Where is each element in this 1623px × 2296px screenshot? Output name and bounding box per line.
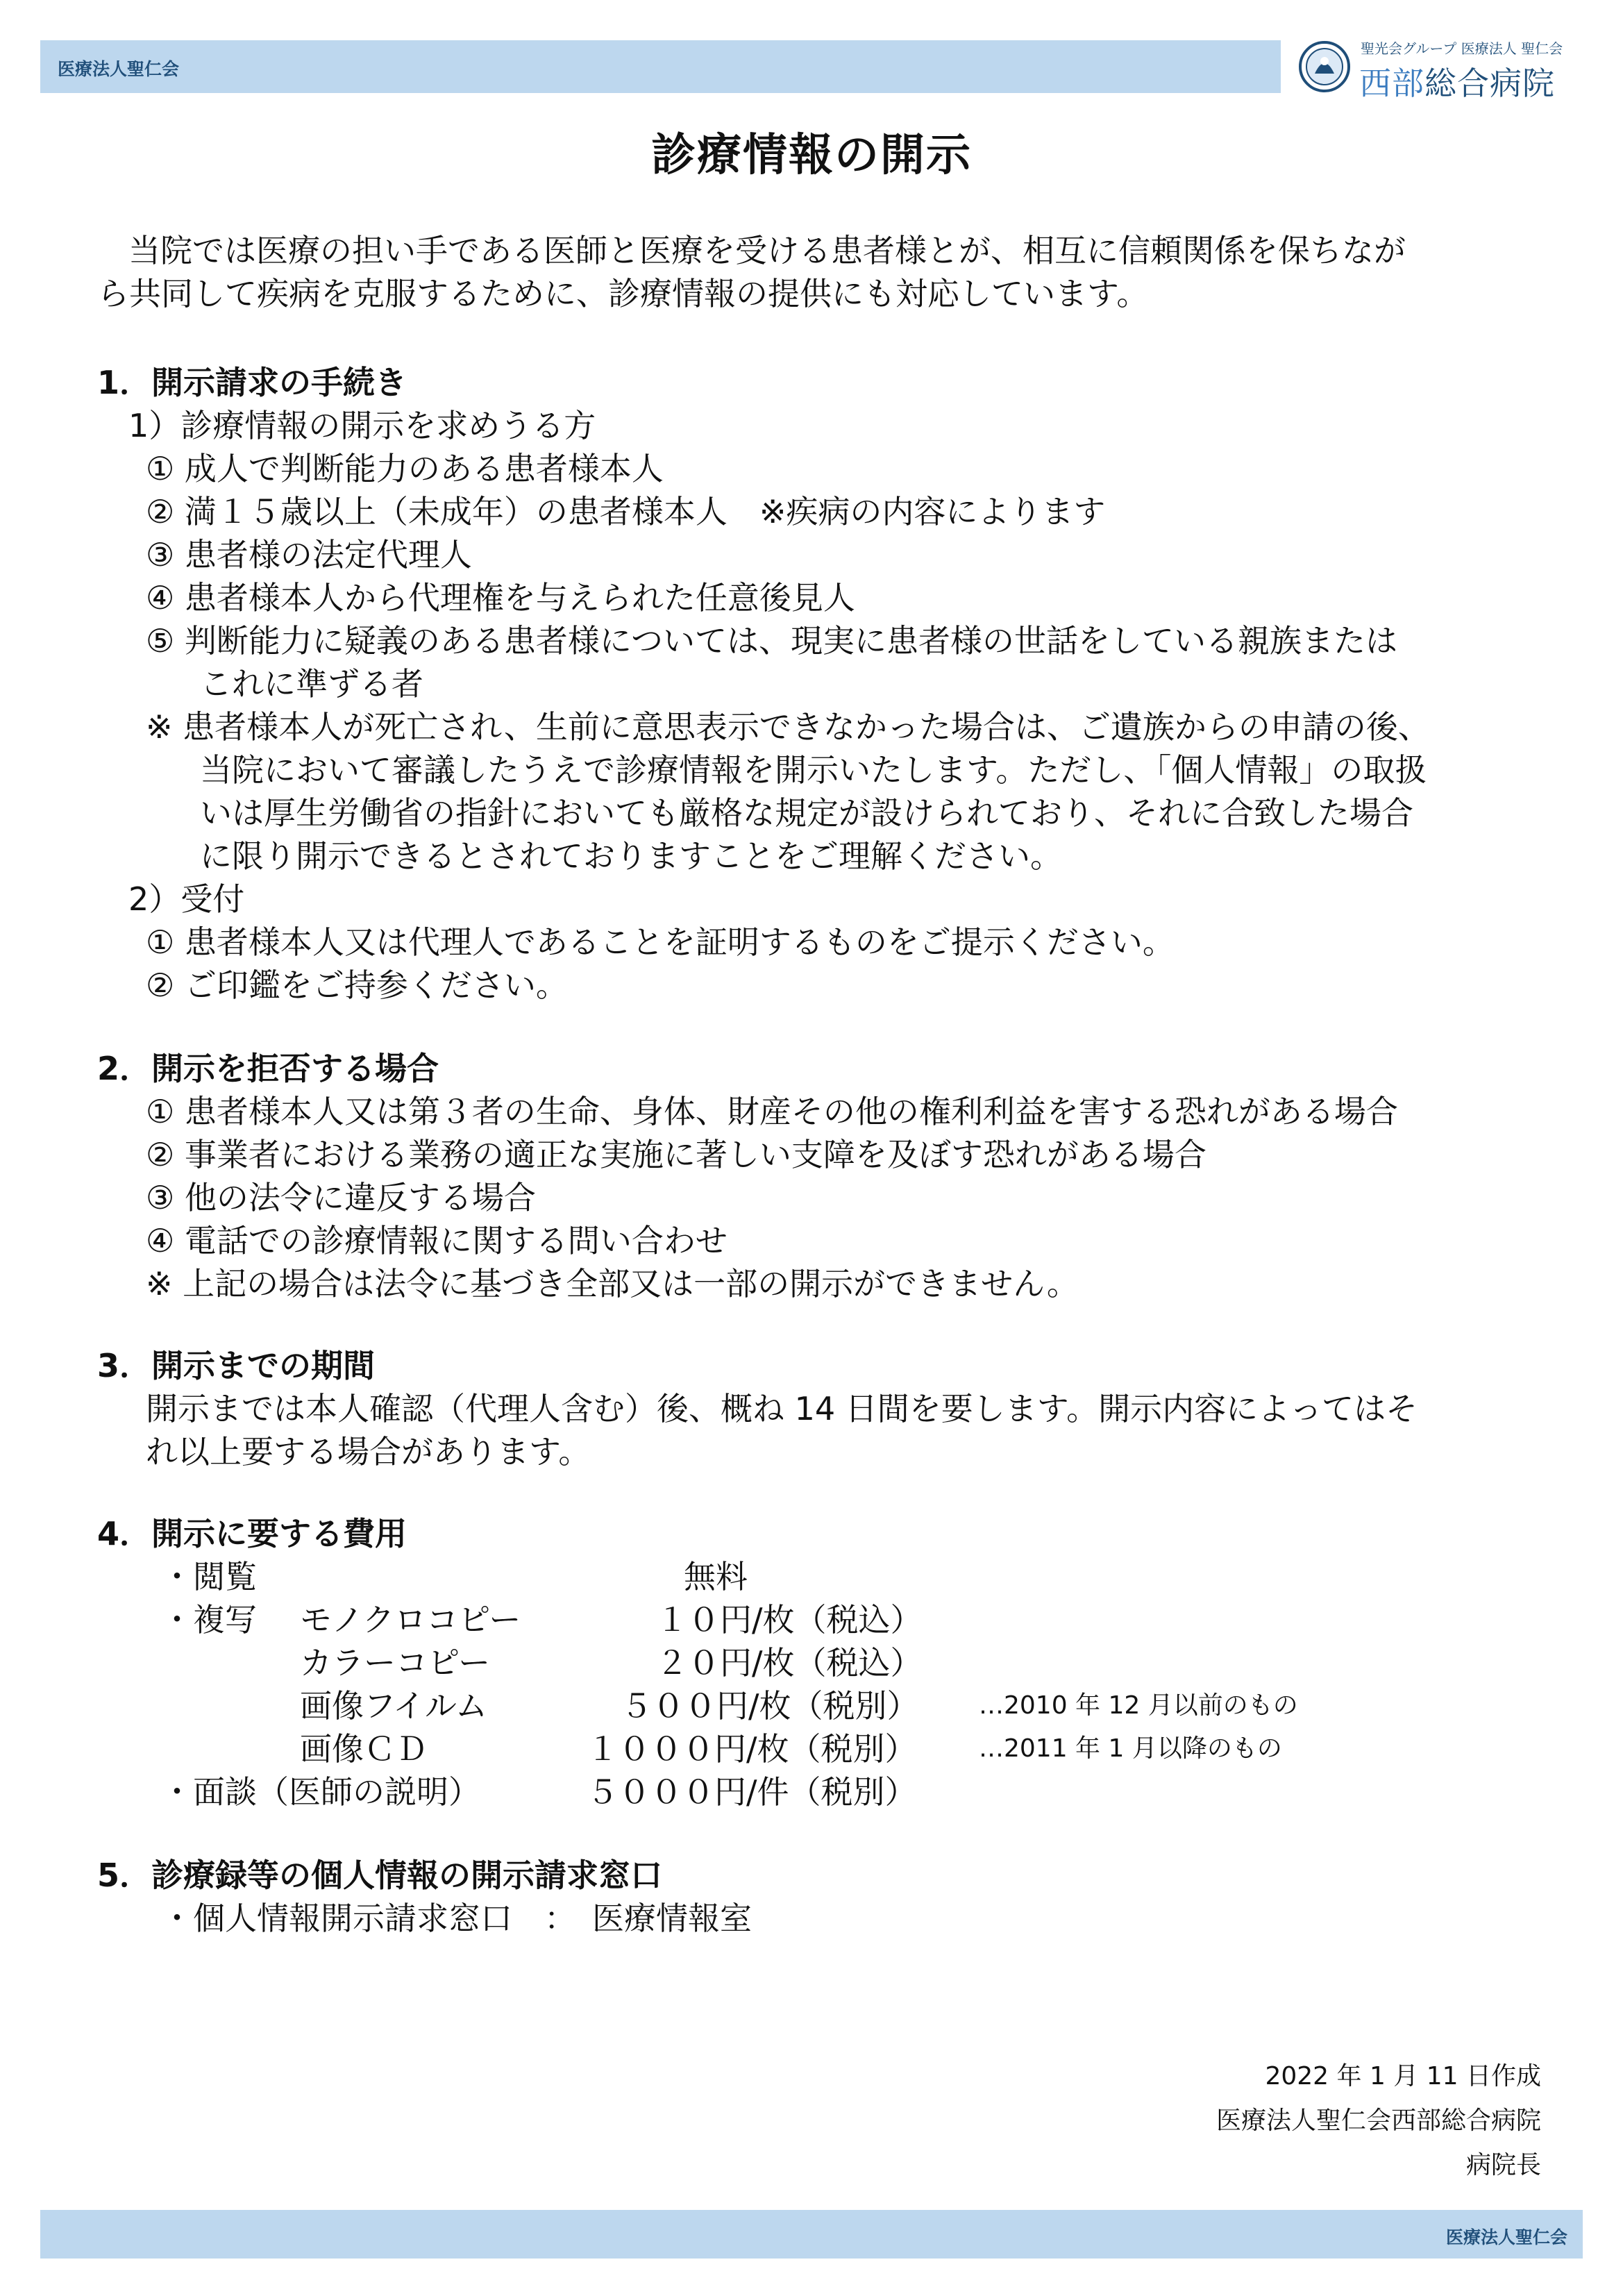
section-5-line: ・個人情報開示請求窓口 ： 医療情報室: [161, 1900, 752, 1937]
fee-price: １０００円/枚（税別）: [587, 1730, 917, 1768]
note-line: いは厚生労働省の指針においても厳格な規定が設けられており、それに合致した場合: [200, 794, 1413, 832]
list-item: ④ 患者様本人から代理権を与えられた任意後見人: [146, 579, 855, 617]
footer-org-label: 医療法人聖仁会: [1445, 2227, 1567, 2247]
note-line: に限り開示できるとされておりますことをご理解ください。: [200, 837, 1062, 875]
section-2-heading: 2．開示を拒否する場合: [97, 1050, 439, 1087]
list-item: ③ 患者様の法定代理人: [146, 536, 472, 573]
fee-price: ５００円/枚（税別）: [621, 1687, 919, 1725]
logo-name-rest: 総合病院: [1424, 65, 1555, 102]
note-line: ※ 患者様本人が死亡され、生前に意思表示できなかった場合は、ご遺族からの申請の後、: [146, 708, 1430, 746]
list-item: ① 患者様本人又は第３者の生命、身体、財産その他の権利利益を害する恐れがある場合: [146, 1093, 1398, 1130]
fee-price: ５０００円/件（税別）: [587, 1773, 917, 1811]
logo-name-accent: 西部: [1359, 65, 1424, 102]
list-item: ① 患者様本人又は代理人であることを証明するものをご提示ください。: [146, 923, 1175, 961]
fee-item: モノクロコピー: [300, 1601, 521, 1639]
signature-role: 病院長: [1465, 2151, 1541, 2179]
fee-item: カラーコピー: [300, 1644, 491, 1682]
footer-band: [40, 2210, 1583, 2259]
fee-label: ・閲覧: [161, 1558, 257, 1595]
list-item: ② ご印鑑をご持参ください。: [146, 966, 568, 1004]
section-5-heading: 5．診療録等の個人情報の開示請求窓口: [97, 1857, 663, 1894]
list-item: ② 事業者における業務の適正な実施に著しい支障を及ぼす恐れがある場合: [146, 1136, 1206, 1173]
section-3-line-1: 開示までは本人確認（代理人含む）後、概ね 14 日間を要します。開示内容によってはそ: [146, 1390, 1418, 1427]
logo-name: [1359, 58, 1555, 104]
section-4-heading: 4．開示に要する費用: [97, 1515, 407, 1552]
section-1-heading: 1．開示請求の手続き: [97, 364, 407, 401]
list-item: ② 満１５歳以上（未成年）の患者様本人 ※疾病の内容によります: [146, 493, 1106, 530]
signature-date: 2022 年 1 月 11 日作成: [1265, 2062, 1541, 2090]
fee-label: ・複写: [161, 1601, 257, 1639]
hospital-seal-icon: [1298, 40, 1351, 93]
list-item: ① 成人で判断能力のある患者様本人: [146, 450, 664, 487]
header-org-label: 医療法人聖仁会: [58, 59, 180, 79]
list-item: ※ 上記の場合は法令に基づき全部又は一部の開示ができません。: [146, 1265, 1079, 1302]
fee-price: ２０円/枚（税込）: [656, 1644, 923, 1682]
section-1-sub-1: 1）診療情報の開示を求めうる方: [128, 407, 596, 444]
fee-price: 無料: [684, 1558, 748, 1595]
fee-item: 画像ＣＤ: [300, 1730, 428, 1768]
header-band: [40, 40, 1281, 93]
document-title: 診療情報の開示: [651, 130, 972, 181]
fee-label: ・面談（医師の説明）: [161, 1773, 480, 1811]
signature-org: 医療法人聖仁会西部総合病院: [1216, 2106, 1541, 2135]
intro-line-1: 当院では医療の担い手である医師と医療を受ける患者様とが、相互に信頼関係を保ちなが: [128, 232, 1406, 269]
section-3-heading: 3．開示までの期間: [97, 1347, 376, 1384]
list-item: ④ 電話での診療情報に関する問い合わせ: [146, 1222, 728, 1259]
logo-subtitle: 聖光会グループ 医療法人 聖仁会: [1361, 40, 1563, 57]
hospital-logo: [1298, 35, 1590, 104]
fee-item: 画像フイルム: [300, 1687, 488, 1725]
fee-price: １０円/枚（税込）: [656, 1601, 923, 1639]
fee-note: …2010 年 12 月以前のもの: [979, 1691, 1298, 1720]
list-item-continued: これに準ずる者: [200, 665, 423, 703]
note-line: 当院において審議したうえで診療情報を開示いたします。ただし、「個人情報」の取扱: [200, 751, 1427, 789]
list-item: ⑤ 判断能力に疑義のある患者様については、現実に患者様の世話をしている親族または: [146, 622, 1397, 660]
section-1-sub-2: 2）受付: [128, 880, 245, 918]
list-item: ③ 他の法令に違反する場合: [146, 1179, 536, 1216]
intro-line-2: ら共同して疾病を克服するために、診療情報の提供にも対応しています。: [97, 275, 1149, 312]
section-3-line-2: れ以上要する場合があります。: [146, 1433, 591, 1470]
fee-note: …2011 年 1 月以降のもの: [979, 1734, 1282, 1763]
